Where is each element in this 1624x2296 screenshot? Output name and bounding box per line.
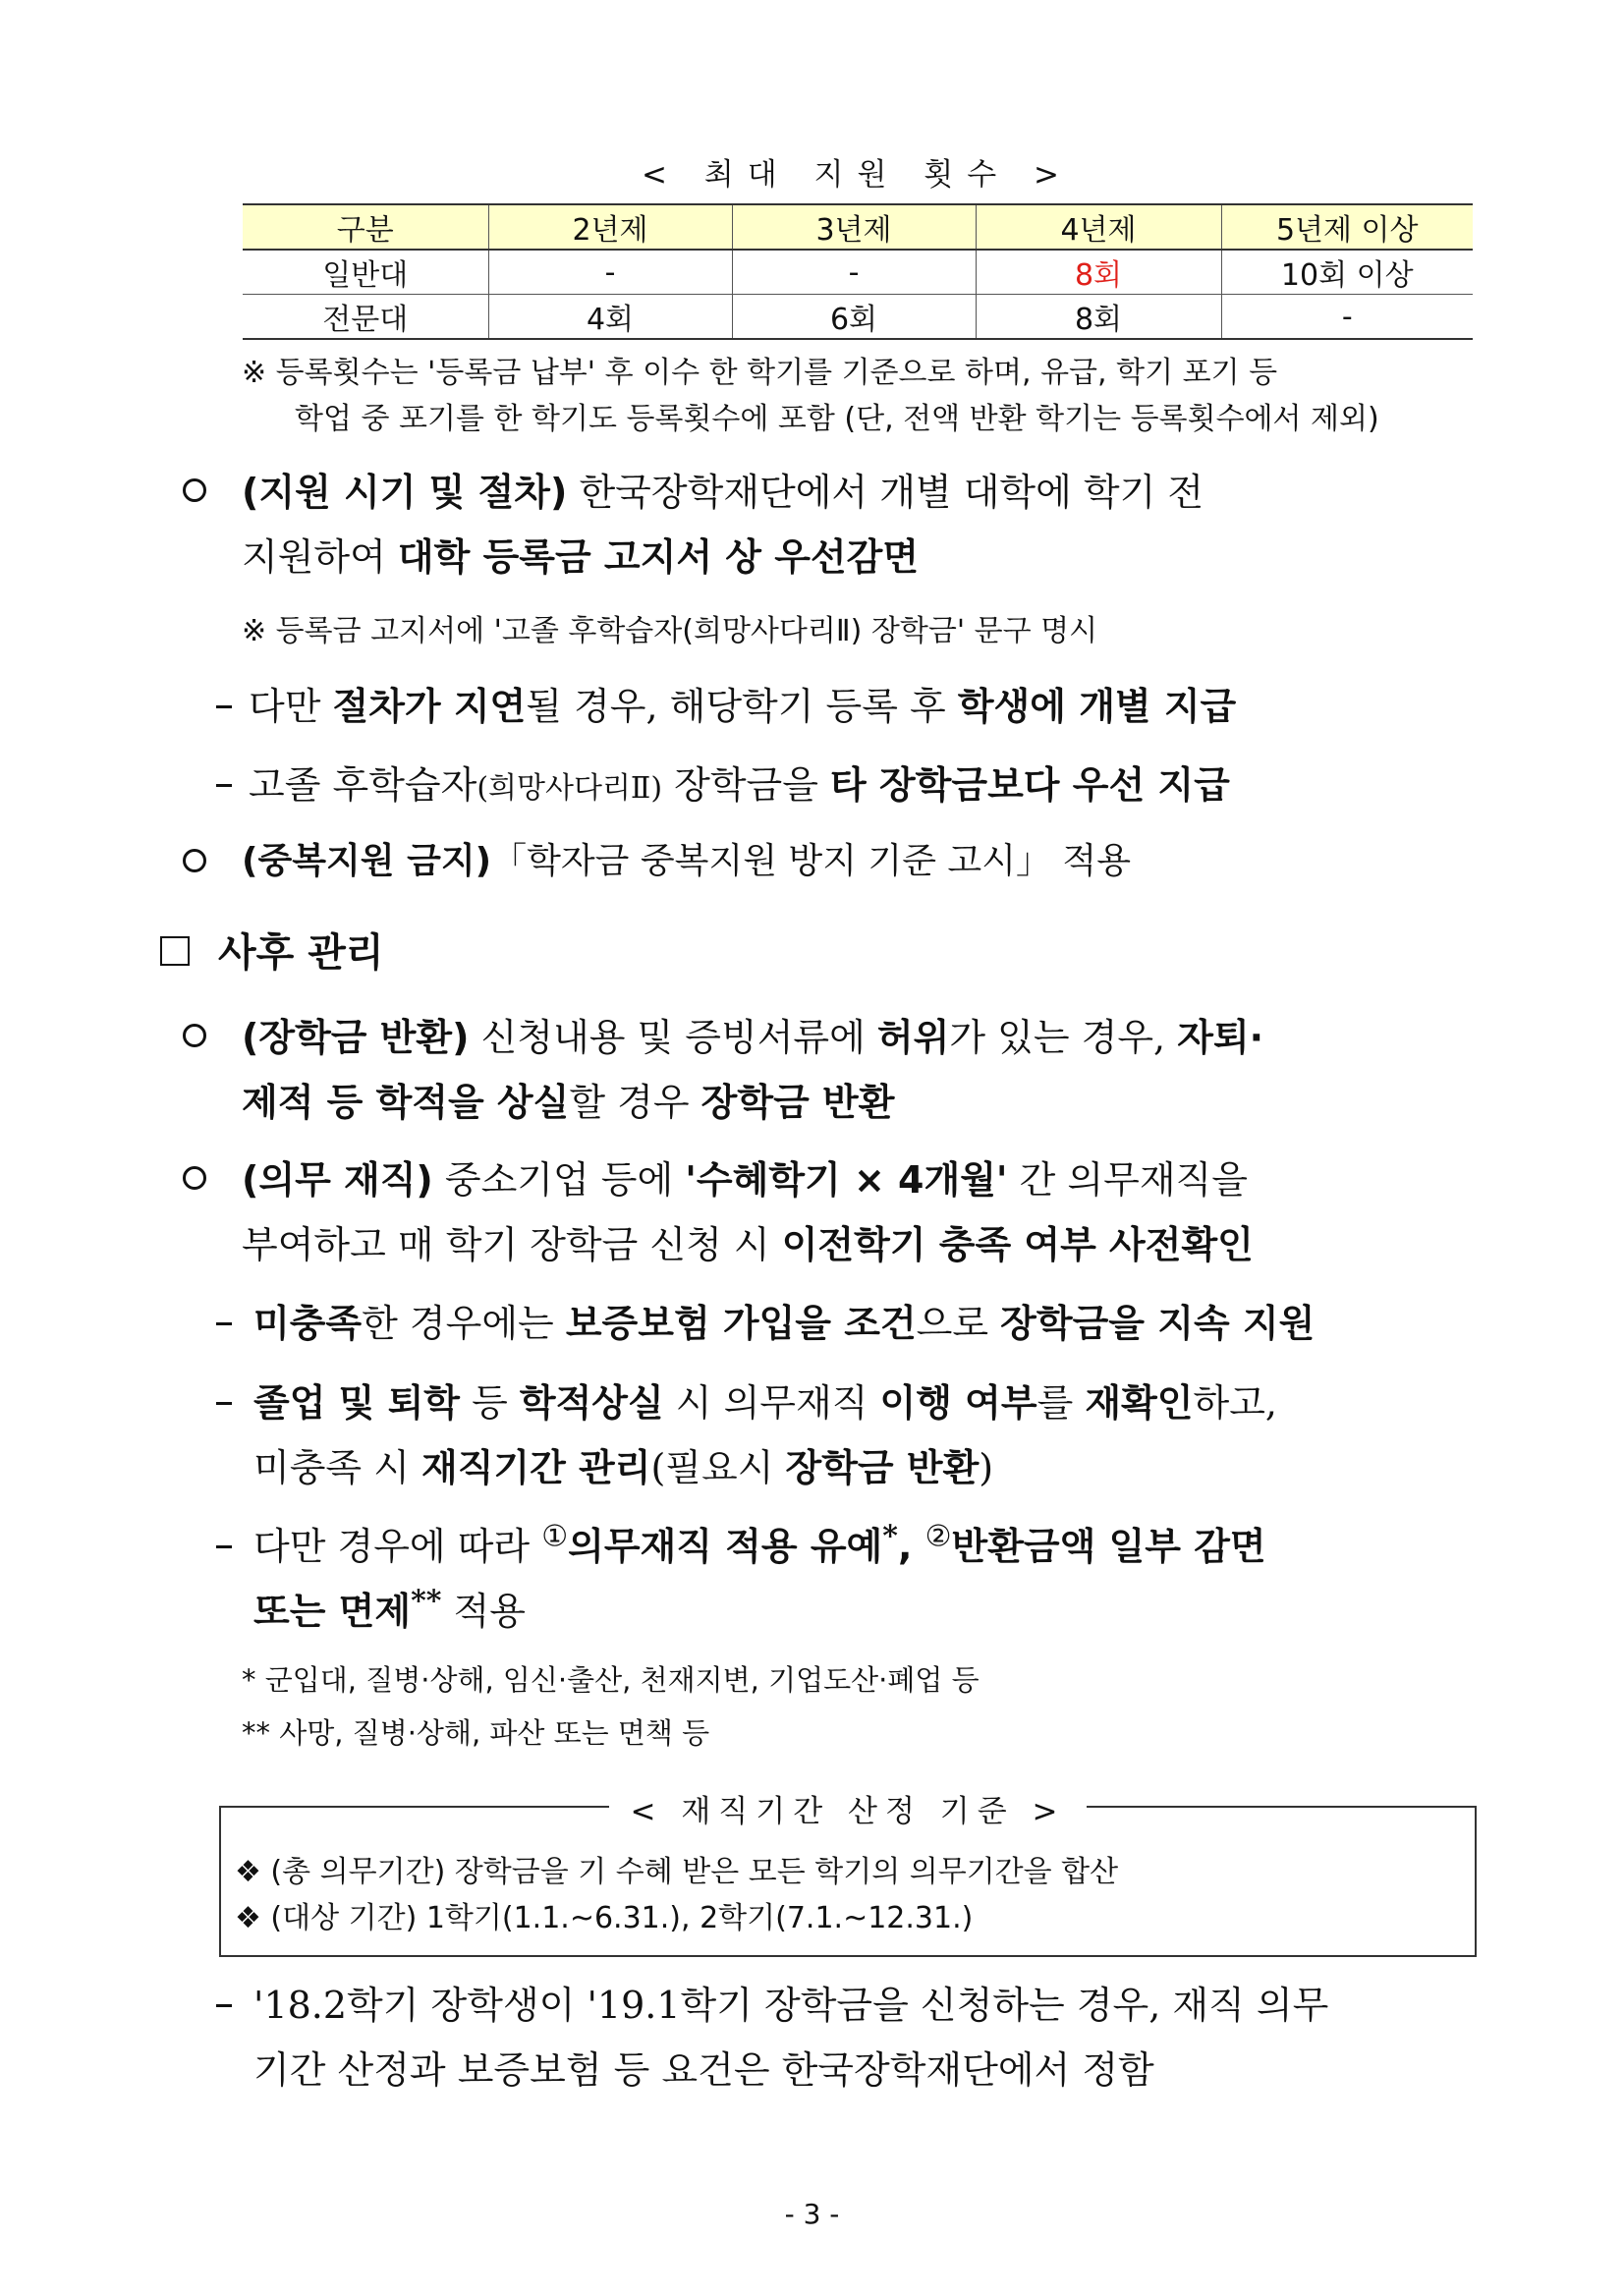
footnote-mark: ** <box>411 1584 442 1619</box>
table-cell: - <box>732 250 976 295</box>
body-text: 지원하여 <box>242 535 398 579</box>
max-support-table <box>243 203 1473 340</box>
footnote-mark: * <box>882 1519 898 1554</box>
table-cell: 6회 <box>732 295 976 340</box>
section-label: (장학금 반환) <box>242 1016 470 1059</box>
dash-bullet-icon <box>216 784 232 787</box>
emphasis-text: 절차가 지연 <box>332 685 527 728</box>
section-label: (중복지원 금지) <box>242 841 492 881</box>
section-heading: 사후 관리 <box>218 930 384 976</box>
emphasis-text: 미충족 <box>253 1302 363 1345</box>
exception-dash-line-2 <box>253 1581 526 1635</box>
table-cell: - <box>488 250 732 295</box>
emphasis-text: 졸업 및 퇴학 <box>253 1381 460 1425</box>
emphasis-text: 보증보험 가입을 조건 <box>565 1302 917 1345</box>
duty-line-1 <box>242 1149 1248 1204</box>
table-cell: 일반대 <box>243 250 488 295</box>
body-text-small: (희망사다리Ⅱ) <box>476 771 663 806</box>
exception-dash-line-1 <box>253 1516 1266 1570</box>
final-dash-line-2: 기간 산정과 보증보험 등 요건은 한국장학재단에서 정함 <box>253 2048 1154 2092</box>
section-label: (의무 재직) <box>242 1158 433 1202</box>
body-text: 시 의무재직 <box>663 1381 880 1425</box>
body-text: 미충족 시 <box>253 1446 421 1489</box>
table-header-cell: 2년제 <box>488 204 732 250</box>
body-text: (필요시 <box>650 1446 786 1489</box>
registration-note-text: ※ 등록횟수는 '등록금 납부' 후 이수 한 학기를 기준으로 하며, 유급, 학기 포기 등 <box>242 356 1278 390</box>
emphasis-text: 이전학기 충족 여부 사전확인 <box>781 1223 1254 1266</box>
emphasis-text: 의무재직 적용 유예 <box>568 1525 883 1568</box>
body-text: 장학금을 <box>662 763 831 807</box>
emphasis-text: 장학금을 지속 지원 <box>1000 1302 1316 1345</box>
emphasis-text: 학생에 개별 지급 <box>957 685 1237 728</box>
circled-number-1: ① <box>541 1519 569 1554</box>
body-text: 신청내용 및 증빙서류에 <box>469 1016 877 1059</box>
emphasis-text: 대학 등록금 고지서 상 우선감면 <box>397 535 920 579</box>
unmet-dash-line <box>253 1293 1315 1347</box>
support-timing-line-1 <box>242 462 1204 516</box>
table-cell: 8회 <box>976 295 1221 340</box>
body-text: 할 경우 <box>569 1081 701 1124</box>
footnote-2: ** 사망, 질병·상해, 파산 또는 면책 등 <box>242 1716 710 1750</box>
table-header-cell: 4년제 <box>976 204 1221 250</box>
emphasis-text: 자퇴· <box>1177 1016 1264 1059</box>
dash-bullet-icon <box>216 705 232 708</box>
body-text: , <box>897 1525 925 1568</box>
emphasis-text: 허위 <box>876 1016 950 1059</box>
table-cell: 4회 <box>488 295 732 340</box>
table-header-cell: 구분 <box>243 204 488 250</box>
graduation-dash-line-2 <box>253 1437 993 1491</box>
table-cell: 10회 이상 <box>1221 250 1473 295</box>
body-text: 부여하고 매 학기 장학금 신청 시 <box>242 1223 782 1266</box>
table-cell: - <box>1221 295 1473 340</box>
body-text: 한국장학재단에서 개별 대학에 학기 전 <box>567 471 1204 514</box>
table-title: < 최대 지원 횟수 > <box>641 157 1074 193</box>
body-text: 「학자금 중복지원 방지 기준 고시」 적용 <box>491 841 1131 881</box>
table-cell: 전문대 <box>243 295 488 340</box>
registration-note-line-1 <box>242 348 1474 391</box>
body-text: 으로 <box>916 1302 1001 1345</box>
dash-bullet-icon <box>216 1545 232 1548</box>
delay-dash-line <box>249 676 1236 730</box>
body-text: 중소기업 등에 <box>432 1158 686 1202</box>
circle-bullet-icon <box>183 1166 206 1190</box>
final-dash-line-1: '18.2학기 장학생이 '19.1학기 장학금을 신청하는 경우, 재직 의무 <box>253 1984 1329 2027</box>
circle-bullet-icon <box>183 478 206 502</box>
dash-bullet-icon <box>216 1402 232 1405</box>
body-text: 될 경우, 해당학기 등록 후 <box>526 685 958 728</box>
circle-bullet-icon <box>183 1024 206 1047</box>
graduation-dash-line-1 <box>253 1372 1277 1427</box>
notice-note <box>242 606 1097 649</box>
body-text: 하고, <box>1193 1381 1277 1425</box>
refund-line-1 <box>242 1007 1263 1061</box>
body-text: 다만 경우에 따라 <box>253 1525 542 1568</box>
registration-note-text: 학업 중 포기를 한 학기도 등록횟수에 포함 (단, 전액 반환 학기는 등록횟수에서 제외) <box>295 402 1379 436</box>
table-header-row <box>243 204 1473 250</box>
body-text: ) <box>979 1446 994 1489</box>
emphasis-text: 재확인 <box>1085 1381 1194 1425</box>
emphasis-text: '수혜학기 × 4개월' <box>685 1158 1008 1202</box>
table-row <box>243 250 1473 295</box>
registration-note-line-2 <box>295 394 1474 437</box>
duty-line-2 <box>242 1214 1254 1268</box>
table-row <box>243 295 1473 340</box>
emphasis-text: 장학금 반환 <box>700 1081 895 1124</box>
box-title-text: < 재직기간 산정 기준 > <box>609 1794 1088 1829</box>
table-header-cell: 3년제 <box>732 204 976 250</box>
body-text: 다만 <box>249 685 333 728</box>
emphasis-text: 이행 여부 <box>879 1381 1037 1425</box>
body-text: 등 <box>460 1381 520 1425</box>
emphasis-text: 타 장학금보다 우선 지급 <box>830 763 1230 807</box>
emphasis-text: 재직기간 관리 <box>421 1446 651 1489</box>
emphasis-text: 반환금액 일부 감면 <box>951 1525 1266 1568</box>
body-text: 적용 <box>441 1590 526 1633</box>
circle-bullet-icon <box>183 849 206 872</box>
section-label: (지원 시기 및 절차) <box>242 471 568 514</box>
table-cell-highlight: 8회 <box>976 250 1221 295</box>
body-text: 한 경우에는 <box>362 1302 566 1345</box>
body-text: 를 <box>1036 1381 1086 1425</box>
box-item-2: ❖ (대상 기간) 1학기(1.1.~6.31.), 2학기(7.1.~12.31.) <box>235 1901 974 1935</box>
circled-number-2: ② <box>924 1519 952 1554</box>
dash-bullet-icon <box>216 2004 232 2007</box>
body-text: 간 의무재직을 <box>1007 1158 1248 1202</box>
table-header-cell: 5년제 이상 <box>1221 204 1473 250</box>
priority-dash-line <box>249 755 1230 809</box>
emphasis-text: 장학금 반환 <box>785 1446 980 1489</box>
box-item-1: ❖ (총 의무기간) 장학금을 기 수혜 받은 모든 학기의 의무기간을 합산 <box>235 1855 1119 1889</box>
dash-bullet-icon <box>216 1322 232 1325</box>
refund-line-2 <box>242 1072 894 1126</box>
emphasis-text: 또는 면제 <box>253 1590 412 1633</box>
page-number: - 3 - <box>784 2198 840 2230</box>
emphasis-text: 학적상실 <box>519 1381 664 1425</box>
employment-period-box <box>219 1794 1477 1957</box>
square-bullet-icon <box>160 936 190 966</box>
body-text: 가 있는 경우, <box>949 1016 1178 1059</box>
box-title <box>222 1786 1474 1830</box>
duplicate-ban-line <box>242 833 1131 883</box>
support-timing-line-2 <box>242 527 919 581</box>
body-text: 고졸 후학습자 <box>249 763 477 807</box>
footnote-1: * 군입대, 질병·상해, 임신·출산, 천재지변, 기업도산·폐업 등 <box>242 1663 980 1697</box>
emphasis-text: 제적 등 학적을 상실 <box>242 1081 570 1124</box>
notice-text: ※ 등록금 고지서에 '고졸 후학습자(희망사다리Ⅱ) 장학금' 문구 명시 <box>242 614 1098 648</box>
